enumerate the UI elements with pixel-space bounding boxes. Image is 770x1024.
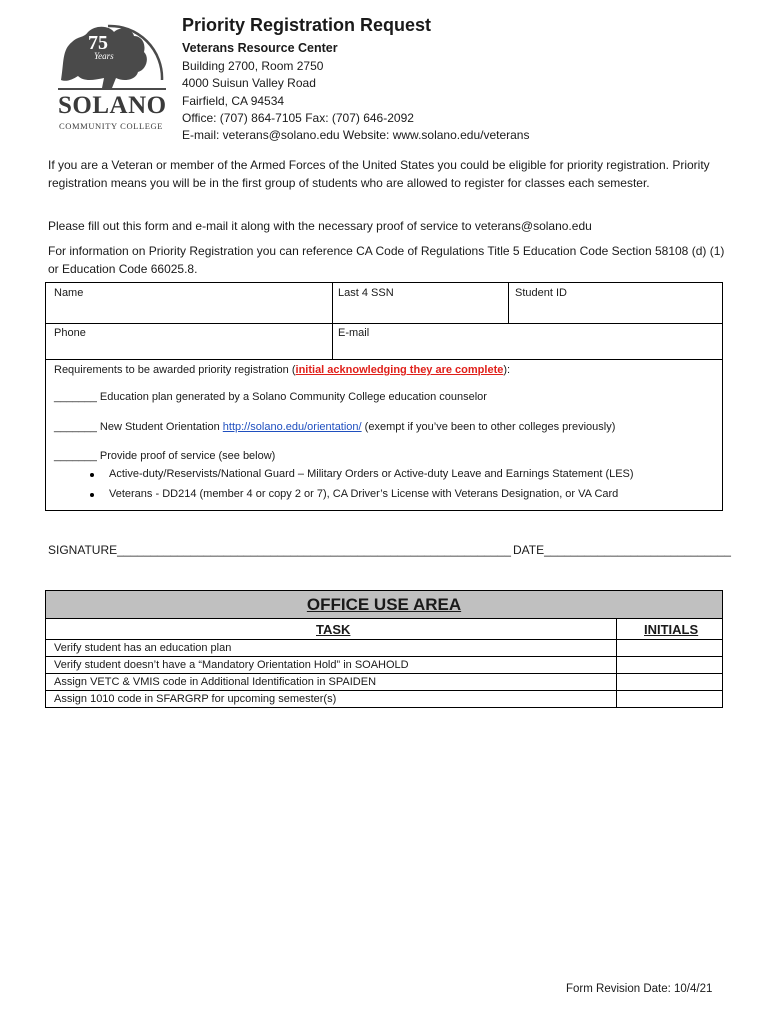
office-use-header: [46, 591, 722, 619]
task-column-header: TASK: [316, 622, 351, 637]
logo-anniversary: 75: [88, 32, 108, 54]
form-revision-date: Form Revision Date: 10/4/21: [566, 983, 713, 995]
proof-option-veterans: Veterans - DD214 (member 4 or copy 2 or 7), CA Driver’s License with Veterans Designation, or VA Card: [109, 488, 619, 500]
page-title: Priority Registration Request: [182, 15, 432, 35]
requirements-heading: Requirements to be awarded priority registration (initial acknowledging they are complete):: [54, 364, 511, 376]
education-plan-initial-line[interactable]: _______ Education plan generated by a Solano Community College education counselor: [54, 391, 487, 403]
phone-field[interactable]: Phone: [54, 327, 86, 339]
intro-paragraph: If you are a Veteran or member of the Armed Forces of the United States you could be eligible for priority registration. Priority registration means you will be in the first group of students who are allowed to register for classes each semester.: [48, 158, 710, 190]
office-use-table: [45, 590, 723, 708]
orientation-link[interactable]: http://solano.edu/orientation/: [222, 421, 362, 433]
contact-phone-line: Office: (707) 864-7105 Fax: (707) 646-2092: [182, 111, 414, 125]
signature-line[interactable]: SIGNATURE___________________________________________________________: [48, 543, 511, 557]
orientation-initial-line[interactable]: _______ New Student Orientation http://solano.edu/orientation/ (exempt if you’ve been to other colleges previously): [54, 421, 616, 433]
address-line: Building 2700, Room 2750: [182, 59, 324, 73]
office-use-title: OFFICE USE AREA: [306, 595, 462, 614]
logo-subtitle: COMMUNITY COLLEGE: [59, 121, 164, 131]
ssn-field[interactable]: Last 4 SSN: [338, 287, 394, 299]
address-line: Fairfield, CA 94534: [182, 94, 285, 108]
task-row: Verify student doesn’t have a “Mandatory Orientation Hold” in SOAHOLD: [54, 659, 409, 671]
email-field[interactable]: E-mail: [338, 327, 370, 339]
bullet-icon: [90, 493, 94, 497]
regulation-paragraph: For information on Priority Registration you can reference CA Code of Regulations Title 5 Education Code Section 58108 (d) (1) or Education Code 66025.8.: [48, 244, 725, 276]
date-line[interactable]: DATE____________________________: [513, 543, 731, 557]
contact-email-line: E-mail: veterans@solano.edu Website: www.solano.edu/veterans: [182, 128, 530, 142]
logo-anniversary-sub: Years: [94, 51, 114, 61]
department-name: Veterans Resource Center: [182, 41, 338, 55]
task-row: Assign VETC & VMIS code in Additional Identification in SPAIDEN: [54, 676, 377, 688]
name-field[interactable]: Name: [54, 287, 84, 299]
logo-name: SOLANO: [58, 92, 167, 119]
task-row: Assign 1010 code in SFARGRP for upcoming semester(s): [54, 693, 337, 705]
bullet-icon: [90, 473, 94, 477]
requirements-emphasis: initial acknowledging they are complete: [295, 364, 504, 376]
instructions-paragraph: Please fill out this form and e-mail it along with the necessary proof of service to veterans@solano.edu: [48, 219, 592, 233]
proof-of-service-initial-line[interactable]: _______ Provide proof of service (see below): [54, 450, 276, 462]
address-line: 4000 Suisun Valley Road: [182, 76, 316, 90]
solano-logo: [58, 22, 166, 134]
student-id-field[interactable]: Student ID: [515, 287, 567, 299]
initials-column-header: INITIALS: [644, 622, 699, 637]
proof-option-active-duty: Active-duty/Reservists/National Guard – Military Orders or Active-duty Leave and Earnings Statement (LES): [109, 468, 634, 480]
task-row: Verify student has an education plan: [54, 642, 232, 654]
student-info-form: [45, 282, 723, 511]
